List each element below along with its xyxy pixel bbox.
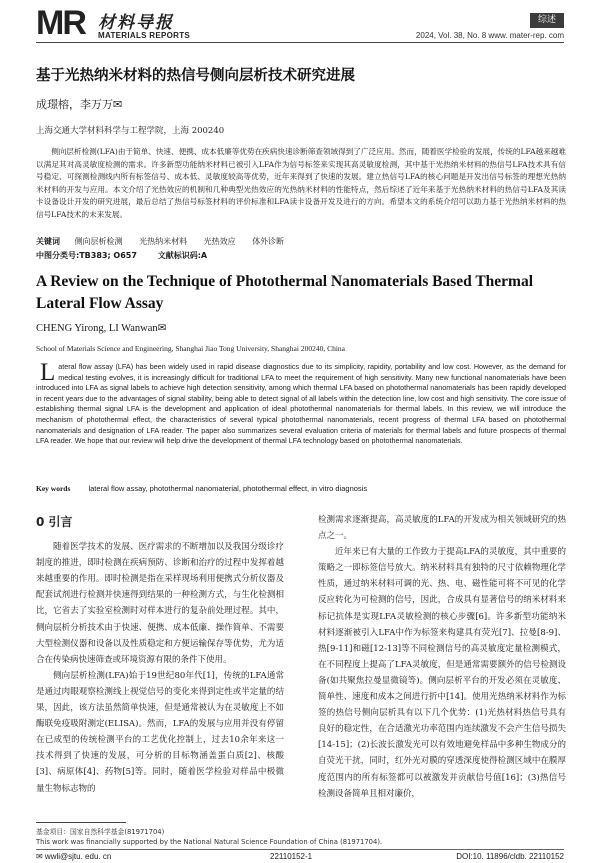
keyword-cn: 体外诊断 xyxy=(252,237,285,246)
funding-divider xyxy=(36,822,126,823)
keyword-cn: 光热效应 xyxy=(203,237,236,246)
keyword-cn: 侧向层析检测 xyxy=(74,237,123,246)
affiliation-cn: 上海交通大学材料科学与工程学院，上海 200240 xyxy=(36,126,225,136)
abstract-cn: 侧向层析检测(LFA)由于简单、快速、便携、成本低廉等优势在疾病快速诊断筛查领域得到了广泛应用。然而，随着医学检验的发展，传统的LFA越来越难以满足其对高灵敏度检测的需求。许多新型功能纳米材料已被引入LFA作为信号标签来实现其高灵敏度检测，其中基于光热纳米材料的热信号LFA技术具有信号稳定、可探测检测线内所有标签信号、成本低、灵敏度较高等优势，近年来得到了快速的发展。建立热信号LFA的核心问题是开发出信号标签的理想光热纳米材料的开发与应用。本文介绍了光热效应的机制和几种典型光热效应的光热纳米材料的性能特点，然后综述了近年来基于光热纳米材料的热信号LFA及其读卡设备设计开发的研究进展，最后总结了热信号标签材料的评价标准和LFA读卡设备开发及进行的方向。希望本文的系统介绍可以助力基于光热纳米材料的热信号LFA技术的未来发展。 xyxy=(36,147,566,219)
body-column-left xyxy=(36,510,284,797)
abstract-en-text: ateral flow assay (LFA) has been widely used in rapid disease diagnostics due to its simplicity, rapidity, portability and low cost. However, as the demand for medical testing evolves, it is increasingly difficult for traditional LFA to meet the requirement of high sensitivity. Many new functional nanomaterials have been introduced into LFA as signal labels to achieve high detection sensitivity, among which thermal LFA based on photothermal nanomaterials has been rapidly developed in recent years due to the advantages of signal stability, being able to detect signal of all labels within the detection line, low cost and high sensitivity. The core issue of establishing thermal signal LFA is the development and application of ideal photothermal nanomaterials for thermal labels. In this review, we will introduce the mechanism of photothermal effect, the characteristics of several typical photothermal nanomaterials, recent progress of thermal LFA based on photothermal nanomaterials and designation of LFA reader. The paper also summarizes several evaluation criteria of materials for thermal labels and future prospects of thermal LFA reader. We hope that our review will help drive the development of thermal LFA technology based on photothermal nanomaterials. xyxy=(36,362,566,446)
keywords-cn-label: 关键词 xyxy=(36,237,60,246)
journal-name-en: MATERIALS REPORTS xyxy=(98,31,191,40)
footer-divider xyxy=(36,849,564,850)
keywords-en-label: Key words xyxy=(36,484,71,493)
body-paragraph: 随着医学技术的发展、医疗需求的不断增加以及我国分级诊疗制度的推进，即时检测在疾病预防、诊断和治疗的过程中发挥着越来越重要的作用。即时检测是指在采样现场利用便携式分析仪器及配套试剂进行检测并快速得到结果的一种检测方式，与生化检测相比，它省去了实验室检测时对样本进行的复杂前处理过程。其中，侧向层析分析技术由于快速、便携、成本低廉、操作简单、不需要大型检测仪器和设备以及性质稳定和方便运输保存等优势，尤为适合在传染病快速筛查或环境资源有限的条件下使用。 xyxy=(36,542,284,665)
article-title-en: A Review on the Technique of Photothermal Nanomaterials Based Thermal Lateral Flow Assay xyxy=(36,273,533,312)
funding-note xyxy=(36,827,382,847)
body-column-right xyxy=(318,512,566,802)
doi-link[interactable]: DOI:10. 11896/cldb. 22110152 xyxy=(456,852,564,861)
journal-name-cn: 材料导报 xyxy=(98,13,174,33)
abstract-dropcap: L xyxy=(40,359,56,386)
document-code: 文献标识码:A xyxy=(157,251,208,260)
keywords-cn xyxy=(36,236,298,247)
authors-cn: 成璟榕，李万万✉ xyxy=(36,98,123,111)
page-code: 22110152-1 xyxy=(270,852,313,861)
affiliation-en: School of Materials Science and Engineering, Shanghai Jiao Tong University, Shanghai 200240, China xyxy=(36,344,346,353)
authors-en: CHENG Yirong, LI Wanwan✉ xyxy=(36,323,167,334)
issue-info: 2024, Vol. 38, No. 8 www. mater-rep. com xyxy=(415,31,564,40)
body-paragraph: 侧向层析检测(LFA)始于19世纪80年代[1]，传统的LFA通常是通过肉眼观察检测线上视觉信号的变化来得到定性或半定量的结果，因此，该方法虽然简单快速，但是通常被认为在灵敏度上不如酶联免疫吸附测定(ELISA)。然而，LFA的发展与应用并没有停留在已成型的传统检测平台的工艺优化控制上，过去10余年来这一技术得到了快速的发展，可分析的目标物涵盖蛋白质[2]、核酸[3]、病原体[4]、药物[5]等。同时，随着医学检验对样品中极微量生物标志物的 xyxy=(36,670,284,794)
keywords-en-text: lateral flow assay, photothermal nanomaterial, photothermal effect, in vitro diagnosis xyxy=(88,484,368,493)
body-paragraph: 近年来已有大量的工作致力于提高LFA的灵敏度，其中重要的策略之一即标签信号放大。纳米材料具有独特的尺寸依赖物理化学性质，通过纳米材料可调的光、热、电、磁性能可将不可见的化学反应转化为可检测的信号，因此，合成具有显著信号的纳米材料来标记抗体是实现LFA灵敏检测的核心步骤[6]。许多新型功能纳米材料逐渐被引入LFA中作为标签来构建具有荧光[7]、拉曼[8-9]、热[9-11]和磁[12-13]等不同检测信号的高灵敏度定量检测模式，在不同程度上提高了LFA灵敏度，但是通常需要额外的信号检测设备(如共聚焦拉曼显微镜等)。侧向层析平台的开发必须在灵敏度、简单性、速度和成本之间进行折中[14]。使用光热纳米材料作为标签的热信号侧向层析具有以下几个优势：(1)光热材料热信号具有良好的稳定性，在合适激光功率范围内连续激发不会产生信号损失[14-15]；(2)长波长激发光可以有效地避免样品中多种生物成分的自荧光干扰，同时，红外光对膜的穿透深度使得检测区域中在膜厚度范围内的所有标签都可以被激发并贡献信号值[16]；(3)热信号检测设备简单且相对廉价， xyxy=(318,547,566,799)
section-badge: 综述 xyxy=(530,13,564,28)
journal-logo-mark: MR xyxy=(36,4,85,42)
article-title-cn: 基于光热纳米材料的热信号侧向层析技术研究进展 xyxy=(36,68,355,84)
classification-line xyxy=(36,250,225,261)
keywords-en xyxy=(36,484,367,493)
clc-number: 中图分类号:TB383; O657 xyxy=(36,251,137,260)
body-paragraph: 检测需求逐渐提高，高灵敏度的LFA的开发成为相关领域研究的热点之一。 xyxy=(318,515,566,542)
corresponding-email[interactable]: ✉ wwli@sjtu. edu. cn xyxy=(36,852,112,861)
abstract-en xyxy=(36,359,566,447)
funding-cn: 基金项目：国家自然科学基金(81971704) xyxy=(36,828,165,836)
funding-en: This work was financially supported by the National Natural Science Foundation of China (81971704). xyxy=(36,838,383,846)
keyword-cn: 光热纳米材料 xyxy=(139,237,188,246)
section-heading: 0 引言 xyxy=(36,515,73,529)
header-divider xyxy=(36,42,564,43)
